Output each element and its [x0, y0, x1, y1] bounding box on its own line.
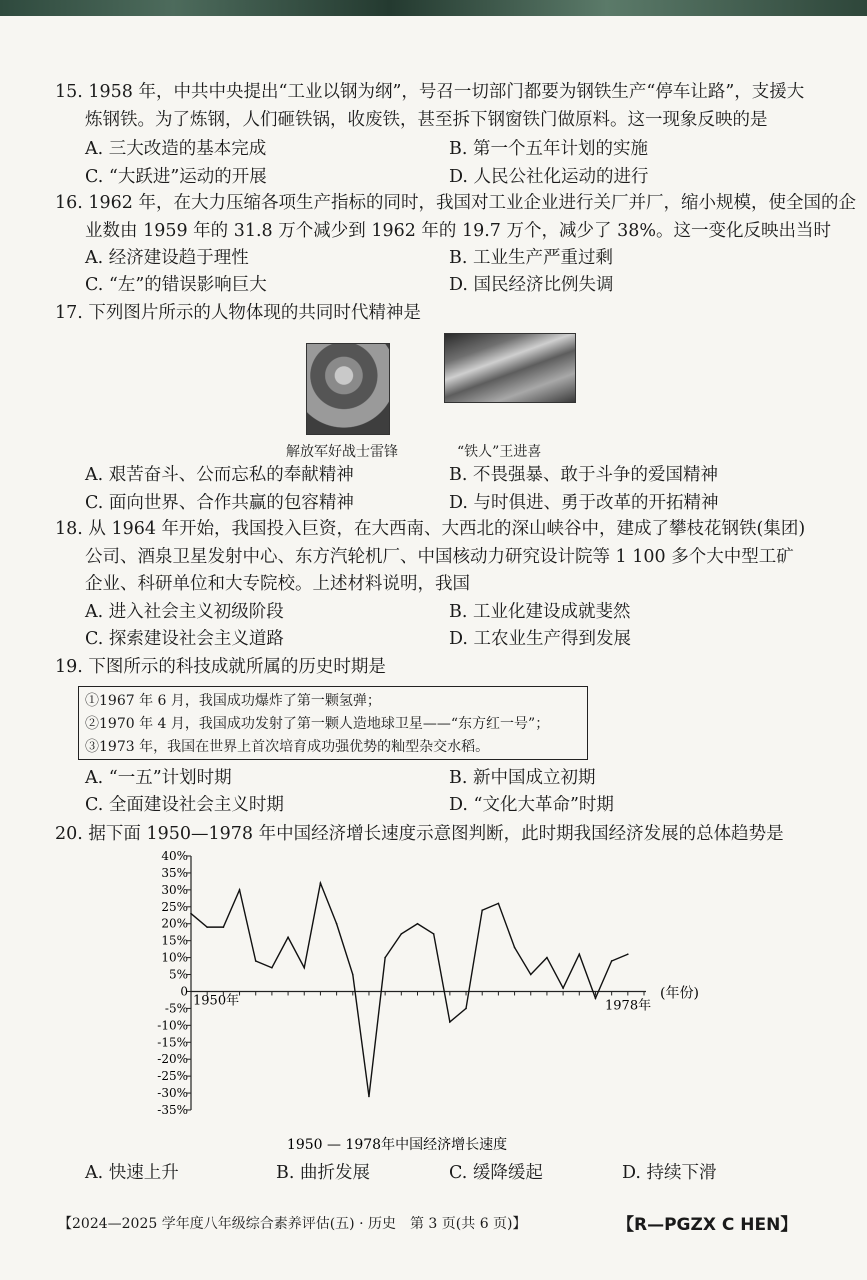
data-point [352, 974, 354, 976]
q15-option-a: A. 三大改造的基本完成 [85, 139, 267, 159]
y-tick-label: 5% [168, 967, 188, 982]
y-tick-label: 25% [161, 899, 188, 914]
y-tick-label: 20% [161, 916, 188, 931]
data-point [384, 957, 386, 959]
q16-stem-line1: 16. 1962 年，在大力压缩各项生产指标的同时，我国对工业企业进行关厂并厂，缩小规模，使全国的企 [55, 193, 856, 213]
data-point [611, 960, 613, 962]
x-axis-label: (年份) [660, 985, 699, 1002]
footer-code: 【R—PGZX C HEN】 [617, 1215, 798, 1235]
y-axis [157, 849, 191, 1117]
q19-option-c: C. 全面建设社会主义时期 [85, 795, 284, 815]
data-point [595, 997, 597, 999]
q19-box-item-1: ①1967 年 6 月，我国成功爆炸了第一颗氢弹； [85, 693, 381, 709]
q16-stem-line2: 业数由 1959 年的 31.8 万个减少到 1962 年的 19.7 万个，减少了 38%。这一变化反映出当时 [85, 221, 831, 241]
q17-stem: 17. 下列图片所示的人物体现的共同时代精神是 [55, 303, 421, 323]
data-point [320, 882, 322, 884]
q16-option-b: B. 工业生产严重过剩 [449, 248, 613, 268]
y-tick-label: -30% [157, 1086, 188, 1101]
q20-option-d: D. 持续下滑 [622, 1163, 717, 1183]
q20-option-b: B. 曲折发展 [276, 1163, 370, 1183]
data-point [627, 953, 629, 955]
q16-option-a: A. 经济建设趋于理性 [85, 248, 249, 268]
q17-option-d: D. 与时俱进、勇于改革的开拓精神 [449, 493, 719, 513]
y-tick-label: 0 [180, 984, 188, 999]
growth-line [191, 883, 628, 1096]
data-point [546, 957, 548, 959]
data-point [303, 967, 305, 969]
data-point [481, 909, 483, 911]
data-point [514, 947, 516, 949]
data-point [287, 936, 289, 938]
y-tick-label: -25% [157, 1069, 188, 1084]
q18-stem-line1: 18. 从 1964 年开始，我国投入巨资，在大西南、大西北的深山峡谷中，建成了攀枝花钢铁(集团) [55, 519, 806, 539]
data-point [223, 926, 225, 928]
footer-exam-info: 【2024—2025 学年度八年级综合素养评估(五) · 历史 第 3 页(共 6 页)】 [58, 1216, 527, 1232]
data-point [190, 913, 192, 915]
q20-stem: 20. 据下面 1950—1978 年中国经济增长速度示意图判断，此时期我国经济发展的总体趋势是 [55, 824, 784, 844]
q17-option-b: B. 不畏强暴、敢于斗争的爱国精神 [449, 465, 718, 485]
q15-stem-line2: 炼钢铁。为了炼钢，人们砸铁锅，收废铁，甚至拆下钢窗铁门做原料。这一现象反映的是 [85, 110, 768, 130]
q20-option-a: A. 快速上升 [85, 1163, 179, 1183]
data-point [578, 953, 580, 955]
q19-box-item-2: ②1970 年 4 月，我国成功发射了第一颗人造地球卫星——“东方红一号”； [85, 716, 550, 732]
q18-option-d: D. 工农业生产得到发展 [449, 629, 632, 649]
q18-option-c: C. 探索建设社会主义道路 [85, 629, 284, 649]
q19-option-a: A. “一五”计划时期 [85, 768, 232, 788]
y-tick-label: -10% [157, 1018, 188, 1033]
y-tick-label: 30% [161, 882, 188, 897]
data-point [498, 903, 500, 905]
q15-option-d: D. 人民公社化运动的进行 [449, 167, 649, 187]
q17-option-a: A. 艰苦奋斗、公而忘私的奉献精神 [85, 465, 354, 485]
data-point [530, 974, 532, 976]
q15-option-c: C. “大跃进”运动的开展 [85, 167, 267, 187]
q15-option-b: B. 第一个五年计划的实施 [449, 139, 648, 159]
chart-title: 1950 — 1978年中国经济增长速度 [286, 1137, 508, 1153]
y-tick-label: 10% [161, 950, 188, 965]
q16-option-d: D. 国民经济比例失调 [449, 275, 614, 295]
data-point [206, 926, 208, 928]
y-tick-label: -35% [157, 1103, 188, 1117]
q18-option-b: B. 工业化建设成就斐然 [449, 602, 631, 622]
photo-caption-wang-jinxi: “铁人”王进喜 [457, 444, 542, 460]
data-point [433, 933, 435, 935]
q19-option-d: D. “文化大革命”时期 [449, 795, 614, 815]
growth-series [190, 882, 628, 1097]
q19-option-b: B. 新中国成立初期 [449, 768, 596, 788]
data-point [239, 889, 241, 891]
y-tick-label: 15% [161, 933, 188, 948]
x-end-label: 1978年 [605, 998, 652, 1014]
y-tick-label: 40% [161, 849, 188, 863]
q20-option-c: C. 缓降缓起 [449, 1163, 543, 1183]
q18-option-a: A. 进入社会主义初级阶段 [85, 602, 284, 622]
q18-stem-line3: 企业、科研单位和大专院校。上述材料说明，我国 [85, 574, 470, 594]
y-tick-label: -5% [164, 1001, 188, 1016]
data-point [271, 967, 273, 969]
q19-stem: 19. 下图所示的科技成就所属的历史时期是 [55, 657, 386, 677]
q19-box-item-3: ③1973 年，我国在世界上首次培育成功强优势的籼型杂交水稻。 [85, 739, 490, 755]
y-tick-label: -20% [157, 1052, 188, 1067]
data-point [401, 933, 403, 935]
data-point [449, 1021, 451, 1023]
data-point [562, 987, 564, 989]
data-point [336, 923, 338, 925]
q17-option-c: C. 面向世界、合作共赢的包容精神 [85, 493, 354, 513]
q16-option-c: C. “左”的错误影响巨大 [85, 275, 267, 295]
x-start-label: 1950年 [193, 993, 240, 1009]
data-point [465, 1008, 467, 1010]
data-point [417, 923, 419, 925]
data-point [255, 960, 257, 962]
q18-stem-line2: 公司、酒泉卫星发射中心、东方汽轮机厂、中国核动力研究设计院等 1 100 多个大中型工矿 [85, 547, 794, 567]
data-point [368, 1096, 370, 1098]
photo-caption-lei-feng: 解放军好战士雷锋 [286, 444, 398, 460]
y-tick-label: -15% [157, 1035, 188, 1050]
y-tick-label: 35% [161, 865, 188, 880]
q15-stem-line1: 15. 1958 年，中共中央提出“工业以钢为纲”，号召一切部门都要为钢铁生产“停车让路”，支援大 [55, 82, 805, 102]
